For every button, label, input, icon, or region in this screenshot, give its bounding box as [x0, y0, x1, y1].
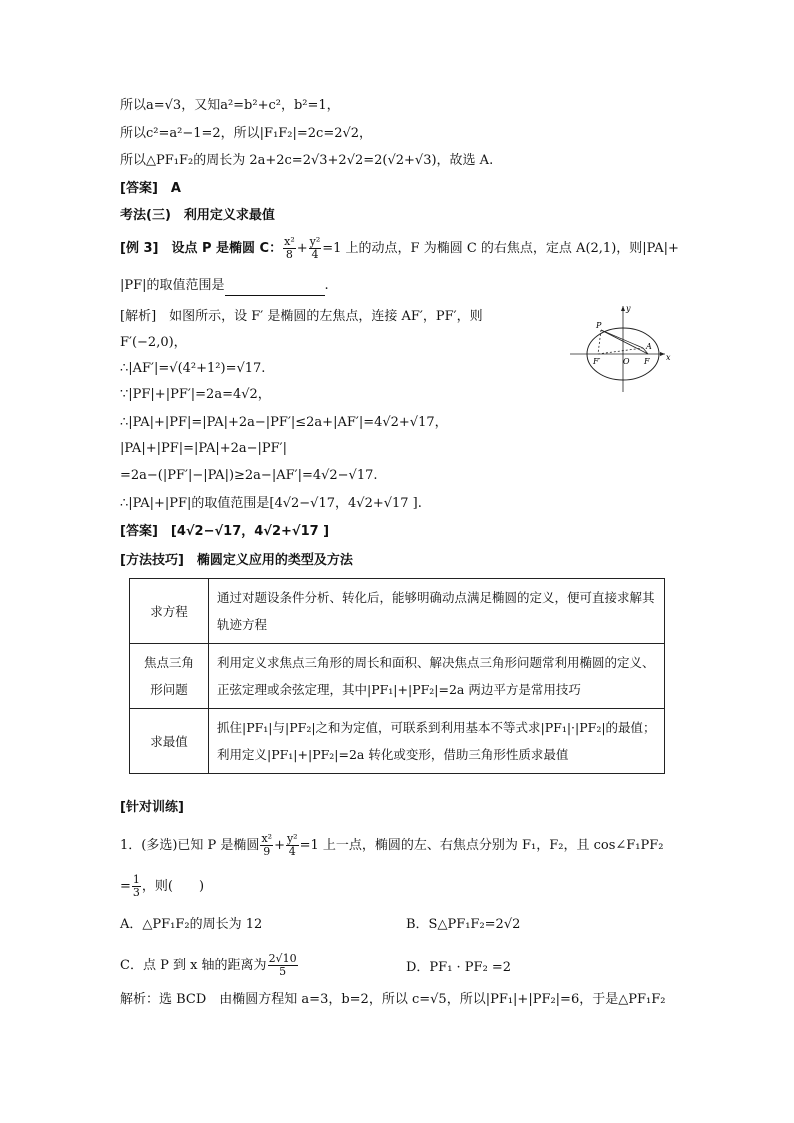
practice-heading: [针对训练]	[120, 800, 184, 815]
option-a: A．△PF₁F₂的周长为 12	[120, 917, 263, 932]
solution-line-6: |PA|+|PF|=|PA|+2a−|PF′|	[120, 441, 288, 456]
option-c-text: C．点 P 到 x 轴的距离为	[120, 958, 267, 973]
fraction-x2-over-8	[283, 236, 296, 261]
fraction-numerator: 1	[132, 873, 140, 886]
solution-line-3: ∴|AF′|=√(4²+1²)=√17.	[120, 361, 266, 376]
segment-PA	[601, 330, 643, 348]
answer-label-1: [答案] A	[120, 181, 181, 196]
fraction-denominator: 4	[311, 248, 319, 261]
y-axis-arrow	[621, 306, 625, 311]
table-key-cell: 求最值	[130, 709, 209, 774]
fraction-one-third	[132, 874, 141, 899]
text-line-3: 所以△PF₁F₂的周长为 2a+2c=2√3+2√2=2(√2+√3)，故选 A.	[120, 153, 494, 168]
fraction-denominator: 3	[132, 886, 140, 899]
label-O: O	[623, 357, 630, 366]
fraction-numerator: x²	[261, 832, 273, 845]
question-1-lead: 1．(多选)已知 P 是椭圆	[120, 838, 260, 853]
fraction-numerator: y²	[286, 832, 298, 845]
label-x: x	[666, 353, 671, 362]
section-heading: 考法(三) 利用定义求最值	[120, 208, 275, 223]
fraction-numerator: x²	[284, 235, 295, 248]
label-y: y	[626, 304, 631, 313]
fraction-2root10-over-5	[268, 953, 298, 978]
table-row	[130, 644, 665, 709]
fraction-numerator: y²	[309, 235, 321, 248]
table-value-cell: 通过对题设条件分析、转化后，能够明确动点满足椭圆的定义，便可直接求解其轨迹方程	[209, 579, 665, 644]
table-value-cell: 利用定义求焦点三角形的周长和面积、解决焦点三角形问题常利用椭圆的定义、正弦定理或余弦定理，其中|PF₁|+|PF₂|=2a 两边平方是常用技巧	[209, 644, 665, 709]
fraction-denominator: 8	[285, 248, 293, 261]
practice-solution: 解析：选 BCD 由椭圆方程知 a=3，b=2，所以 c=√5，所以|PF₁|+|PF₂|=6，于是△PF₁F₂	[120, 992, 666, 1007]
plus-sign: +	[296, 241, 308, 256]
table-key-cell: 求方程	[130, 579, 209, 644]
fraction-x2-over-9	[260, 833, 273, 858]
answer-label-2: [答案] [4√2−√17，4√2+√17 ]	[120, 524, 330, 539]
question-1-ending: ，则( )	[141, 879, 205, 894]
table-key-cell: 焦点三角形问题	[130, 644, 209, 709]
example-3-question	[120, 276, 329, 296]
fraction-denominator: 4	[288, 845, 296, 858]
segment-PF	[601, 330, 648, 354]
solution-line-2: F′(−2,0)，	[120, 335, 187, 350]
text-line-1: 所以a=√3，又知a²=b²+c²，b²=1，	[120, 98, 340, 113]
label-A: A	[646, 342, 652, 351]
x-axis-arrow	[660, 352, 665, 356]
plus-sign: +	[274, 838, 285, 853]
method-tips-heading: [方法技巧] 椭圆定义应用的类型及方法	[120, 553, 353, 568]
fraction-y2-over-4	[286, 833, 299, 858]
question-1-tail: =1 上一点，椭圆的左、右焦点分别为 F₁，F₂，且 cos∠F₁PF₂	[299, 838, 664, 853]
segment-AF-prime	[598, 348, 643, 354]
option-b: B．S△PF₁F₂=2√2	[406, 917, 521, 932]
option-c	[120, 953, 299, 978]
example-3-tail: =1 上的动点，F 为椭圆 C 的右焦点，定点 A(2,1)，则|PA|+	[322, 241, 679, 256]
text-line-2: 所以c²=a²−1=2，所以|F₁F₂|=2c=2√2，	[120, 126, 373, 141]
solution-line-7: =2a−(|PF′|−|PA|)≥2a−|AF′|=4√2−√17.	[120, 468, 378, 483]
table-row	[130, 579, 665, 644]
example-3-lead: [例 3] 设点 P 是椭圆 C：	[120, 241, 283, 256]
solution-line-5: ∴|PA|+|PF|=|PA|+2a−|PF′|≤2a+|AF′|=4√2+√17，	[120, 415, 448, 430]
label-P: P	[596, 321, 602, 330]
label-F-prime: F′	[593, 357, 601, 366]
period: .	[324, 278, 329, 293]
solution-line-8: ∴|PA|+|PF|的取值范围是[4√2−√17，4√2+√17 ].	[120, 496, 422, 511]
example-3-statement	[120, 236, 679, 261]
equals-sign: =	[120, 879, 131, 894]
example-3-question-text: |PF|的取值范围是	[120, 278, 225, 293]
solution-line-4: ∵|PF|+|PF′|=2a=4√2，	[120, 387, 271, 402]
practice-question-1	[120, 833, 664, 858]
table-row	[130, 709, 665, 774]
solution-line-1: [解析] 如图所示，设 F′ 是椭圆的左焦点，连接 AF′，PF′，则	[120, 309, 483, 324]
method-table	[129, 578, 665, 774]
option-d: D．PF₁ · PF₂ =2	[406, 960, 512, 975]
fraction-denominator: 9	[263, 845, 271, 858]
table-value-cell: 抓住|PF₁|与|PF₂|之和为定值，可联系到利用基本不等式求|PF₁|·|PF₂|的最值；利用定义|PF₁|+|PF₂|=2a 转化或变形，借助三角形性质求最值	[209, 709, 665, 774]
label-F: F	[644, 357, 650, 366]
ellipse-figure	[565, 302, 675, 392]
fraction-numerator: 2√10	[268, 952, 297, 965]
fraction-y2-over-4	[309, 236, 322, 261]
practice-question-1-cont	[120, 874, 204, 899]
fraction-denominator: 5	[279, 965, 287, 978]
answer-blank	[225, 281, 325, 296]
